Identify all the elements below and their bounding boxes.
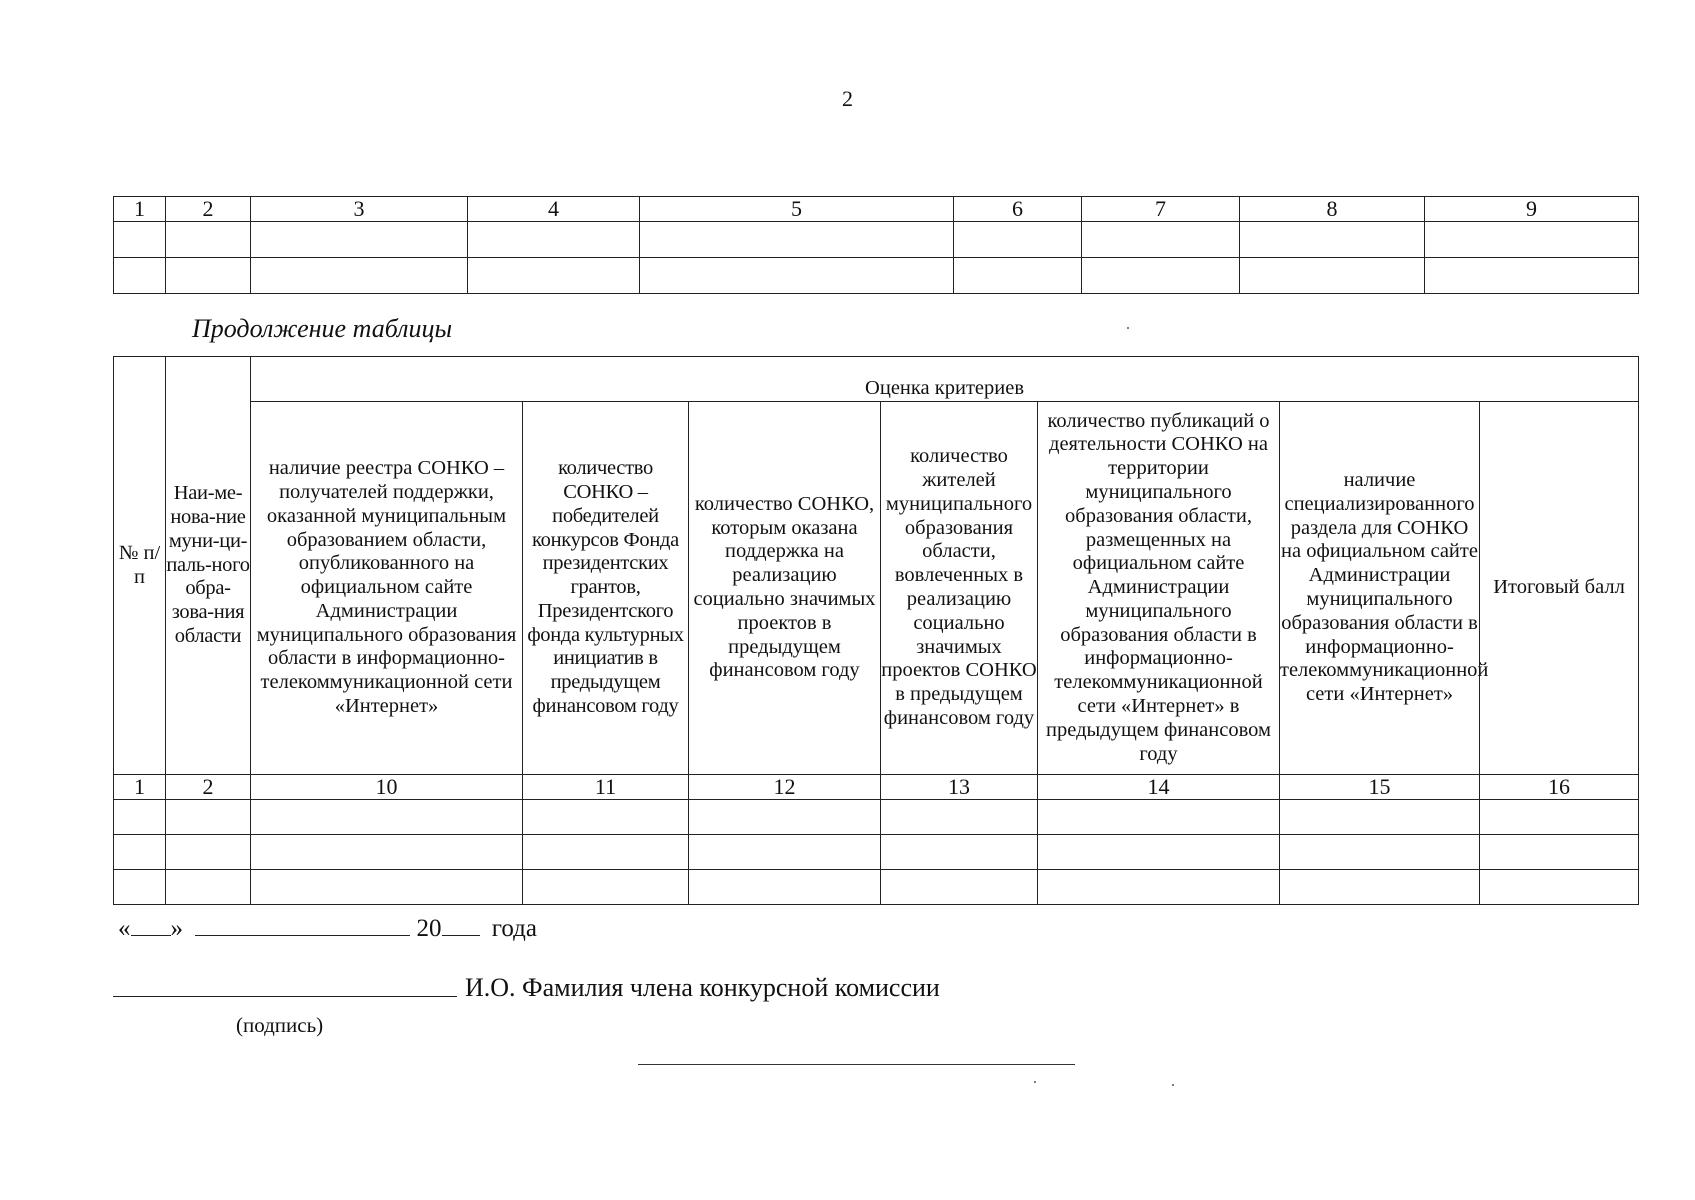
empty-cell[interactable] bbox=[640, 222, 954, 258]
table-cell: 8 bbox=[1240, 197, 1425, 222]
table-cell: 1 bbox=[114, 775, 166, 800]
column-header-specialized-section: наличие специализированного раздела для СОНКО на официальном сайте Администрации муниципального образования области в информационно-телекоммуникационной сети «Интернет» bbox=[1280, 402, 1480, 775]
table-row bbox=[114, 258, 1639, 294]
table-cell: 11 bbox=[523, 775, 689, 800]
signature-caption: (подпись) bbox=[236, 1013, 324, 1037]
scan-speck bbox=[1172, 1084, 1174, 1086]
table-cell: 2 bbox=[166, 197, 251, 222]
group-header-criteria: Оценка критериев bbox=[251, 357, 1639, 402]
empty-cell[interactable] bbox=[1480, 800, 1639, 835]
table-cell: 5 bbox=[640, 197, 954, 222]
page-number: 2 bbox=[842, 86, 853, 111]
empty-cell[interactable] bbox=[1480, 835, 1639, 870]
empty-cell[interactable] bbox=[1480, 870, 1639, 905]
empty-cell[interactable] bbox=[1038, 800, 1280, 835]
table-cell: 15 bbox=[1280, 775, 1480, 800]
empty-cell[interactable] bbox=[1038, 835, 1280, 870]
empty-cell[interactable] bbox=[114, 870, 166, 905]
empty-cell[interactable] bbox=[689, 870, 881, 905]
empty-cell[interactable] bbox=[166, 835, 251, 870]
empty-cell[interactable] bbox=[640, 258, 954, 294]
criteria-table-header-columns bbox=[114, 402, 1639, 775]
column-header-municipality: Наи-ме-нова-ние муни-ци-паль-ного обра-зова-ния области bbox=[166, 357, 251, 775]
empty-cell[interactable] bbox=[523, 870, 689, 905]
continuation-label: Продолжение таблицы bbox=[192, 314, 453, 343]
empty-cell[interactable] bbox=[689, 800, 881, 835]
top-table-number-row bbox=[114, 197, 1639, 222]
column-header-number: № п/п bbox=[114, 357, 166, 775]
day-blank[interactable] bbox=[131, 913, 171, 936]
empty-cell[interactable] bbox=[468, 258, 640, 294]
quote-close: » bbox=[170, 915, 183, 942]
empty-cell[interactable] bbox=[881, 870, 1038, 905]
empty-cell[interactable] bbox=[1240, 222, 1425, 258]
empty-cell[interactable] bbox=[1425, 258, 1639, 294]
empty-cell[interactable] bbox=[1280, 835, 1480, 870]
empty-cell[interactable] bbox=[689, 835, 881, 870]
empty-cell[interactable] bbox=[1425, 222, 1639, 258]
column-header-total-score: Итоговый балл bbox=[1480, 402, 1639, 775]
empty-cell[interactable] bbox=[251, 800, 523, 835]
quote-open: « bbox=[118, 915, 131, 942]
member-name: И.О. Фамилия члена конкурсной комиссии bbox=[465, 973, 940, 1002]
table-cell: 16 bbox=[1480, 775, 1639, 800]
empty-cell[interactable] bbox=[251, 870, 523, 905]
bottom-divider bbox=[638, 1064, 1075, 1065]
empty-cell[interactable] bbox=[954, 258, 1082, 294]
month-blank[interactable] bbox=[195, 913, 410, 936]
empty-cell[interactable] bbox=[881, 835, 1038, 870]
criteria-table-number-row bbox=[114, 775, 1639, 800]
empty-cell[interactable] bbox=[251, 258, 468, 294]
table-cell: 9 bbox=[1425, 197, 1639, 222]
signature-line[interactable] bbox=[113, 996, 457, 997]
empty-cell[interactable] bbox=[1240, 258, 1425, 294]
empty-cell[interactable] bbox=[1280, 800, 1480, 835]
table-row bbox=[114, 835, 1639, 870]
empty-cell[interactable] bbox=[954, 222, 1082, 258]
table-cell: 7 bbox=[1082, 197, 1240, 222]
table-row bbox=[114, 222, 1639, 258]
empty-cell[interactable] bbox=[881, 800, 1038, 835]
table-cell: 4 bbox=[468, 197, 640, 222]
date-line bbox=[118, 913, 537, 943]
criteria-table bbox=[113, 356, 1639, 905]
empty-cell[interactable] bbox=[523, 800, 689, 835]
empty-cell[interactable] bbox=[166, 800, 251, 835]
empty-cell[interactable] bbox=[114, 222, 166, 258]
column-header-publications: количество публикаций о деятельности СОНКО на территории муниципального образования области, размещенных на официальном сайте Администрации муниципального образования области в информационно-телекоммуникационной сети «Интернет» в предыдущем финансовом году bbox=[1038, 402, 1280, 775]
table-cell: 1 bbox=[114, 197, 166, 222]
empty-cell[interactable] bbox=[166, 222, 251, 258]
table-cell: 6 bbox=[954, 197, 1082, 222]
empty-cell[interactable] bbox=[1082, 222, 1240, 258]
column-header-registry: наличие реестра СОНКО – получателей поддержки, оказанной муниципальным образованием области, опубликованного на официальном сайте Администрации муниципального образования области в информационно-телекоммуникационной сети «Интернет» bbox=[251, 402, 523, 775]
empty-cell[interactable] bbox=[114, 800, 166, 835]
year-prefix: 20 bbox=[416, 915, 442, 942]
empty-cell[interactable] bbox=[166, 258, 251, 294]
empty-cell[interactable] bbox=[251, 835, 523, 870]
empty-cell[interactable] bbox=[468, 222, 640, 258]
criteria-table-header-top bbox=[114, 357, 1639, 402]
table-cell: 12 bbox=[689, 775, 881, 800]
scan-speck bbox=[1127, 327, 1129, 329]
scan-speck bbox=[1034, 1081, 1036, 1083]
table-cell: 14 bbox=[1038, 775, 1280, 800]
top-table bbox=[113, 196, 1639, 294]
empty-cell[interactable] bbox=[251, 222, 468, 258]
table-row bbox=[114, 800, 1639, 835]
table-cell: 2 bbox=[166, 775, 251, 800]
empty-cell[interactable] bbox=[114, 835, 166, 870]
empty-cell[interactable] bbox=[166, 870, 251, 905]
table-cell: 13 bbox=[881, 775, 1038, 800]
empty-cell[interactable] bbox=[1038, 870, 1280, 905]
table-row bbox=[114, 870, 1639, 905]
column-header-residents-involved: количество жителей муниципального образования области, вовлеченных в реализацию социально значимых проектов СОНКО в предыдущем финансовом году bbox=[881, 402, 1038, 775]
table-cell: 10 bbox=[251, 775, 523, 800]
year-suffix: года bbox=[491, 915, 537, 942]
year-blank[interactable] bbox=[442, 913, 480, 936]
empty-cell[interactable] bbox=[523, 835, 689, 870]
column-header-grant-winners: количество СОНКО – победителей конкурсов Фонда президентских грантов, Президентского фонда культурных инициатив в предыдущем финансовом году bbox=[523, 402, 689, 775]
empty-cell[interactable] bbox=[1082, 258, 1240, 294]
column-header-supported-sonko: количество СОНКО, которым оказана поддержка на реализацию социально значимых проектов в предыдущем финансовом году bbox=[689, 402, 881, 775]
empty-cell[interactable] bbox=[114, 258, 166, 294]
table-cell: 3 bbox=[251, 197, 468, 222]
empty-cell[interactable] bbox=[1280, 870, 1480, 905]
